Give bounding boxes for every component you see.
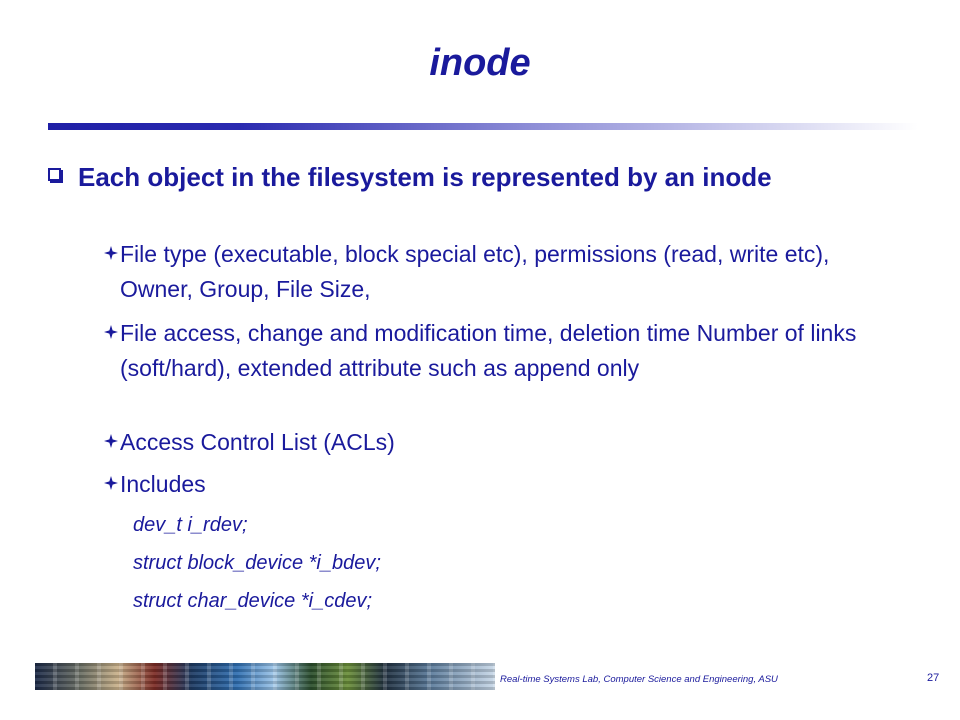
footer-banner-image	[35, 663, 495, 690]
code-line: struct block_device *i_bdev;	[133, 552, 381, 574]
sub-bullet-includes	[104, 467, 904, 502]
page-number: 27	[927, 672, 940, 684]
slide-title: inode	[429, 42, 531, 84]
code-line: dev_t i_rdev;	[133, 514, 248, 536]
star-bullet-icon	[104, 434, 118, 448]
footer-text: Real-time Systems Lab, Computer Science and Engineering, ASU	[500, 674, 778, 685]
star-bullet-icon	[104, 246, 118, 260]
square-bullet-icon	[48, 168, 61, 181]
sub-bullet-text: File type (executable, block special etc), permissions (read, write etc), Owner, Group, File Size,	[120, 241, 830, 302]
main-bullet-text: Each object in the filesystem is represented by an inode	[78, 162, 772, 192]
sub-bullet-text: File access, change and modification time, deletion time Number of links (soft/hard), extended attribute such as append only	[120, 320, 857, 381]
sub-bullet-text: Access Control List (ACLs)	[120, 429, 395, 455]
code-line: struct char_device *i_cdev;	[133, 590, 373, 612]
sub-bullet-text: Includes	[120, 471, 206, 497]
sub-bullet-acl	[104, 425, 904, 460]
star-bullet-icon	[104, 325, 118, 339]
sub-bullet-file-type	[104, 237, 904, 307]
star-bullet-icon	[104, 476, 118, 490]
main-bullet	[48, 160, 888, 195]
title-underline	[48, 123, 918, 130]
sub-bullet-file-access	[104, 316, 904, 386]
